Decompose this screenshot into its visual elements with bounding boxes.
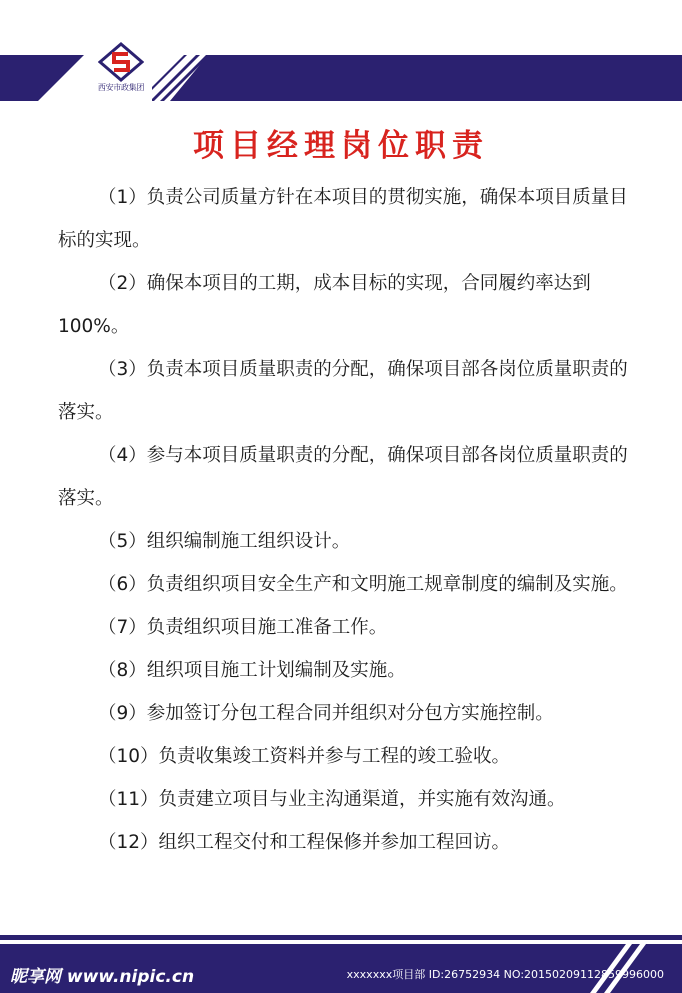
list-item: （4）参与本项目质量职责的分配，确保项目部各岗位质量职责的落实。 xyxy=(58,445,628,509)
list-item: （3）负责本项目质量职责的分配，确保项目部各岗位质量职责的落实。 xyxy=(58,359,628,423)
logo-mark-icon xyxy=(98,42,144,82)
list-item: （5）组织编制施工组织设计。 xyxy=(98,531,351,552)
list-item: （9）参加签订分包工程合同并组织对分包方实施控制。 xyxy=(98,703,554,724)
watermark-right: xxxxxxx项目部 ID:26752934 NO:20150209112859996000 xyxy=(346,968,664,981)
list-item: （1）负责公司质量方针在本项目的贯彻实施，确保本项目质量目标的实现。 xyxy=(58,187,628,251)
page-title: 项目经理岗位职责 xyxy=(193,128,489,164)
company-logo xyxy=(90,42,152,104)
duty-list xyxy=(58,176,638,864)
list-item: （7）负责组织项目施工准备工作。 xyxy=(98,617,388,638)
watermark-left: 昵享网 www.nipic.cn xyxy=(10,967,195,987)
list-item: （12）组织工程交付和工程保修并参加工程回访。 xyxy=(98,832,511,853)
list-item: （11）负责建立项目与业主沟通渠道，并实施有效沟通。 xyxy=(98,789,566,810)
list-item: （10）负责收集竣工资料并参与工程的竣工验收。 xyxy=(98,746,511,767)
logo-text: 西安市政集团 xyxy=(97,83,145,92)
list-item: （6）负责组织项目安全生产和文明施工规章制度的编制及实施。 xyxy=(98,574,628,595)
list-item: （2）确保本项目的工期，成本目标的实现，合同履约率达到100%。 xyxy=(58,273,591,337)
list-item: （8）组织项目施工计划编制及实施。 xyxy=(98,660,406,681)
